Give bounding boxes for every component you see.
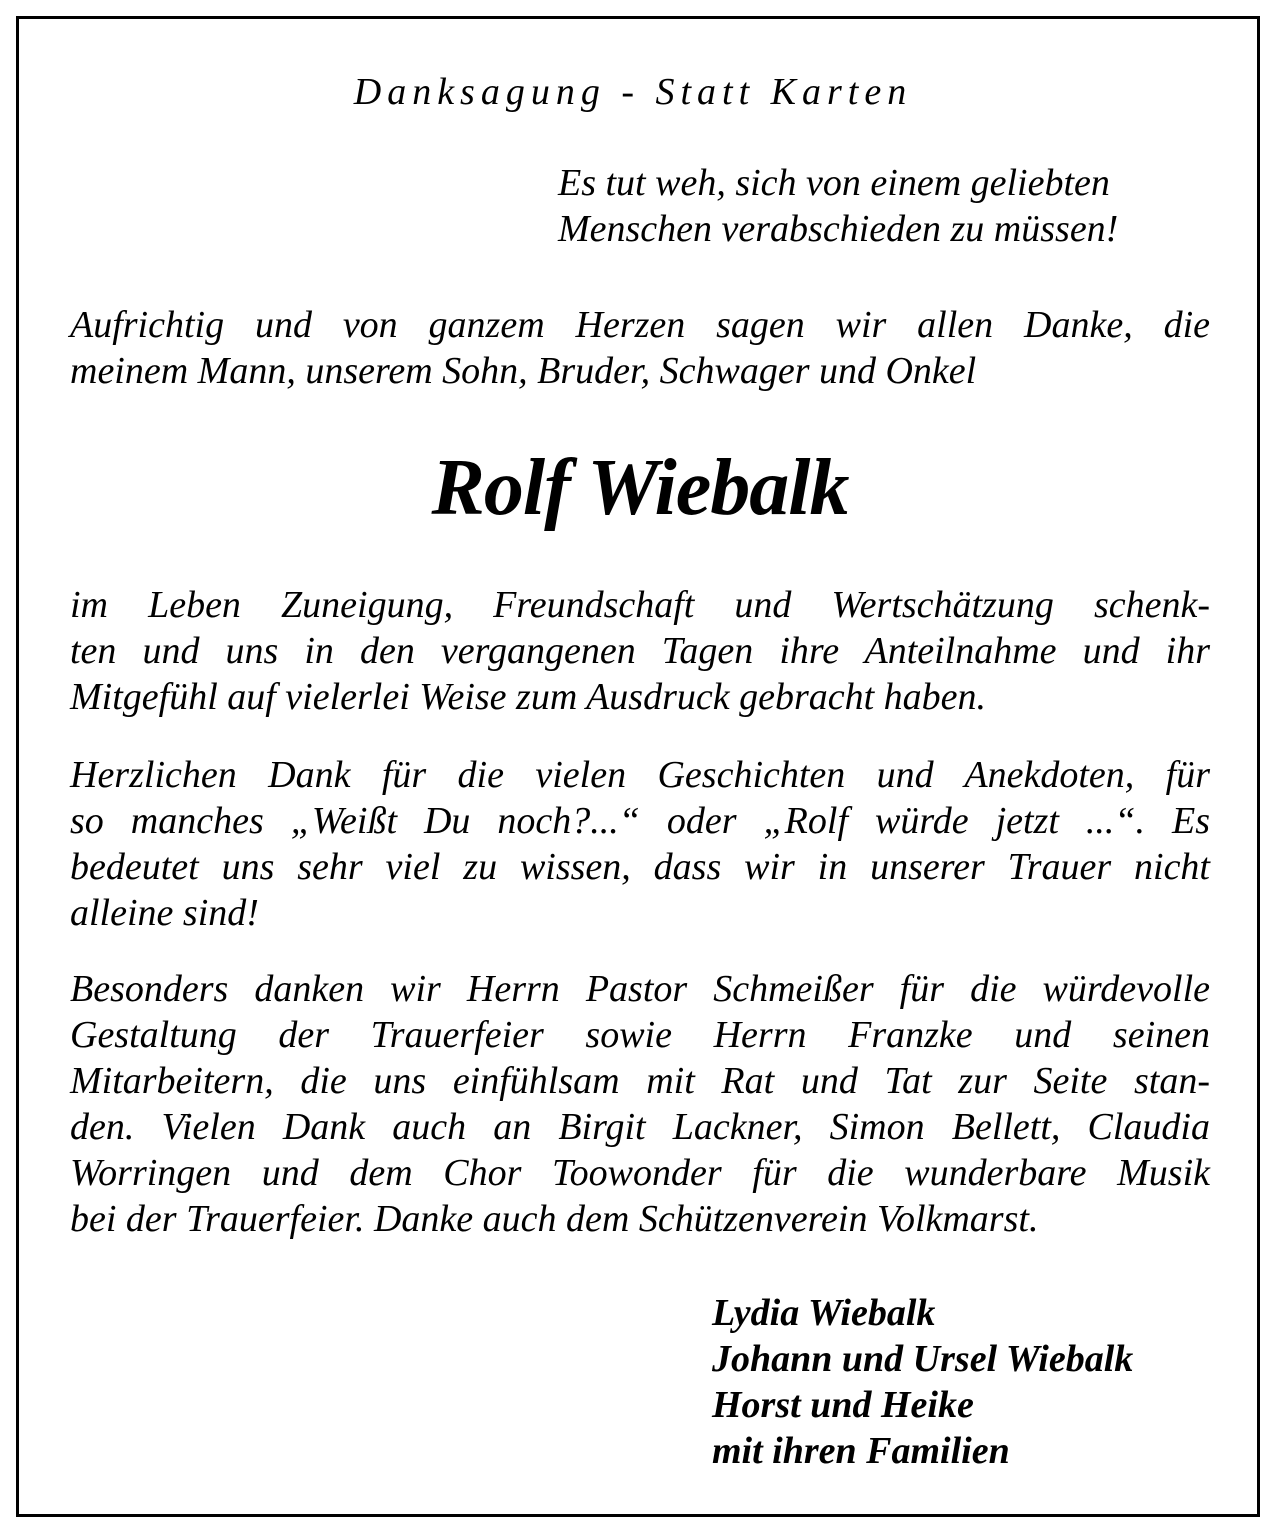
text-line: bedeutet uns sehr viel zu wissen, dass wir in unserer Trauer nicht [70,846,1210,888]
text-line: alleine sind! [70,892,259,934]
text-line: meinem Mann, unserem Sohn, Bruder, Schwager und Onkel [70,350,977,392]
paragraph-stories [70,752,1210,936]
text-line: Aufrichtig und von ganzem Herzen sagen wir allen Danke, die [70,304,1210,346]
text-line: Mitgefühl auf vielerlei Weise zum Ausdruck gebracht haben. [70,676,987,718]
text-line: Herzlichen Dank für die vielen Geschichten und Anekdoten, für [70,754,1210,796]
text-line: im Leben Zuneigung, Freundschaft und Wertschätzung schenk- [70,584,1210,626]
paragraph-special-thanks [70,966,1210,1242]
opening-quote [558,160,1238,252]
quote-line: Menschen verabschieden zu müssen! [558,208,1119,250]
notice-header: Danksagung - Statt Karten [353,71,913,113]
text-line: bei der Trauerfeier. Danke auch dem Schützenverein Volkmarst. [70,1198,1039,1240]
deceased-name: Rolf Wiebalk [431,444,849,532]
paragraph-thanks [70,582,1210,720]
text-line: ten und uns in den vergangenen Tagen ihre Anteilnahme und ihr [70,630,1210,672]
text-line: den. Vielen Dank auch an Birgit Lackner, Simon Bellett, Claudia [70,1106,1210,1148]
intro-paragraph [70,302,1210,394]
signature-line: Johann und Ursel Wiebalk [712,1338,1134,1380]
signature-line: mit ihren Familien [712,1430,1010,1472]
signature-line: Lydia Wiebalk [712,1292,936,1334]
text-line: so manches „Weißt Du noch?...“ oder „Rolf würde jetzt ...“. Es [70,800,1210,842]
text-line: Worringen und dem Chor Toowonder für die wunderbare Musik [70,1152,1210,1194]
signature-line: Horst und Heike [712,1384,974,1426]
signature-block [712,1290,1133,1474]
text-line: Besonders danken wir Herrn Pastor Schmeißer für die würdevolle [70,968,1210,1010]
quote-line: Es tut weh, sich von einem geliebten [558,162,1110,204]
text-line: Gestaltung der Trauerfeier sowie Herrn Franzke und seinen [70,1014,1210,1056]
text-line: Mitarbeitern, die uns einfühlsam mit Rat und Tat zur Seite stan- [70,1060,1210,1102]
